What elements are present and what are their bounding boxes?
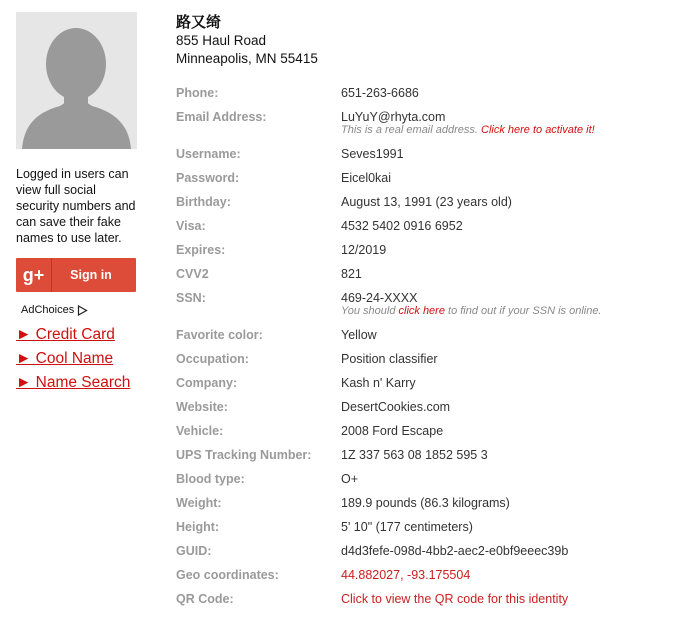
link-credit-card[interactable]: ► Credit Card bbox=[16, 326, 115, 343]
login-note: Logged in users can view full social security numbers and can save their fake names to use later. bbox=[16, 167, 136, 245]
password-label: Password: bbox=[176, 171, 240, 185]
height-value: 5' 10" (177 centimeters) bbox=[341, 520, 473, 534]
blood-type-label: Blood type: bbox=[176, 472, 245, 486]
google-signin-label: Sign in bbox=[70, 268, 112, 282]
activate-email-link[interactable]: Click here to activate it! bbox=[481, 124, 595, 136]
birthday-label: Birthday: bbox=[176, 195, 231, 209]
ups-value: 1Z 337 563 08 1852 595 3 bbox=[341, 448, 488, 462]
ssn-note-suffix: to find out if your SSN is online. bbox=[444, 305, 602, 317]
address-line1: 855 Haul Road bbox=[176, 33, 267, 48]
geo-coordinates-link[interactable]: 44.882027, -93.175504 bbox=[341, 568, 471, 582]
favorite-color-label: Favorite color: bbox=[176, 328, 263, 342]
qr-label: QR Code: bbox=[176, 592, 234, 606]
sidebar-links bbox=[16, 323, 138, 395]
adchoices-triangle-icon bbox=[77, 305, 88, 316]
email-note-text: This is a real email address. bbox=[341, 124, 481, 136]
guid-value: d4d3fefe-098d-4bb2-aec2-e0bf9eeec39b bbox=[341, 544, 569, 558]
ssn-value: 469-24-XXXX bbox=[341, 291, 418, 305]
qr-code-link[interactable]: Click to view the QR code for this identity bbox=[341, 592, 569, 606]
occupation-label: Occupation: bbox=[176, 352, 249, 366]
identity-panel bbox=[176, 12, 666, 606]
email-value: LuYuY@rhyta.com bbox=[341, 110, 446, 124]
phone-value: 651-263-6686 bbox=[341, 86, 419, 100]
expires-value: 12/2019 bbox=[341, 243, 387, 257]
website-value: DesertCookies.com bbox=[341, 400, 451, 414]
occupation-value: Position classifier bbox=[341, 352, 438, 366]
username-label: Username: bbox=[176, 147, 241, 161]
company-label: Company: bbox=[176, 376, 238, 390]
website-label: Website: bbox=[176, 400, 228, 414]
sidebar bbox=[16, 12, 138, 395]
username-value: Seves1991 bbox=[341, 147, 404, 161]
vehicle-value: 2008 Ford Escape bbox=[341, 424, 444, 438]
link-name-search[interactable]: ► Name Search bbox=[16, 374, 131, 391]
identity-name: 路又绮 bbox=[176, 13, 222, 31]
email-label: Email Address: bbox=[176, 110, 267, 124]
weight-label: Weight: bbox=[176, 496, 222, 510]
ssn-label: SSN: bbox=[176, 291, 206, 305]
cvv2-value: 821 bbox=[341, 267, 362, 281]
adchoices[interactable] bbox=[21, 304, 138, 316]
ssn-note bbox=[341, 305, 602, 317]
phone-label: Phone: bbox=[176, 86, 219, 100]
ups-label: UPS Tracking Number: bbox=[176, 448, 312, 462]
cvv2-label: CVV2 bbox=[176, 267, 209, 281]
birthday-value: August 13, 1991 (23 years old) bbox=[341, 195, 512, 209]
adchoices-label: AdChoices bbox=[21, 304, 75, 316]
weight-value: 189.9 pounds (86.3 kilograms) bbox=[341, 496, 510, 510]
ssn-check-link[interactable]: click here bbox=[398, 305, 445, 317]
ssn-note-prefix: You should bbox=[341, 305, 399, 317]
link-cool-name[interactable]: ► Cool Name bbox=[16, 350, 114, 367]
person-silhouette-icon bbox=[16, 12, 137, 149]
google-plus-icon: g+ bbox=[16, 258, 52, 292]
blood-type-value: O+ bbox=[341, 472, 359, 486]
google-signin-button[interactable] bbox=[16, 258, 136, 292]
avatar-placeholder bbox=[16, 12, 137, 149]
expires-label: Expires: bbox=[176, 243, 226, 257]
height-label: Height: bbox=[176, 520, 220, 534]
vehicle-label: Vehicle: bbox=[176, 424, 224, 438]
password-value: Eicel0kai bbox=[341, 171, 392, 185]
visa-value: 4532 5402 0916 6952 bbox=[341, 219, 463, 233]
visa-label: Visa: bbox=[176, 219, 206, 233]
email-note bbox=[341, 124, 595, 136]
address-line2: Minneapolis, MN 55415 bbox=[176, 51, 318, 66]
favorite-color-value: Yellow bbox=[341, 328, 377, 342]
geo-label: Geo coordinates: bbox=[176, 568, 279, 582]
company-value: Kash n' Karry bbox=[341, 376, 416, 390]
guid-label: GUID: bbox=[176, 544, 212, 558]
